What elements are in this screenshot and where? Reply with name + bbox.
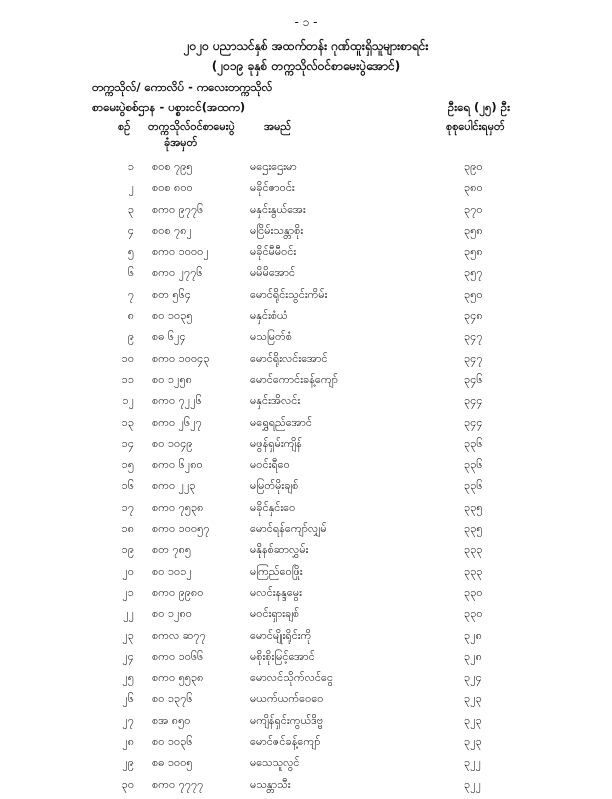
- table-row: [0, 629, 612, 650]
- row-number: ၁၇: [121, 500, 134, 514]
- student-name: မနှင်းနွယ်အေး: [250, 202, 306, 216]
- page-number: - ၁ -: [294, 15, 318, 29]
- student-name: မကြည်ဝေဖြိုး: [250, 564, 303, 578]
- student-name: မခိုင်နှင်းဝေ: [250, 500, 296, 514]
- total-marks: ၃၅၇: [464, 266, 483, 280]
- student-name: မနိုနစ်ဆာလွှမ်း: [250, 543, 309, 557]
- student-name: မဌေးဌေးမာ: [250, 160, 297, 173]
- student-name: မနှင်းအိလင်း: [250, 394, 301, 408]
- row-number: ၂၈: [122, 735, 134, 749]
- total-marks: ၃၂၈: [464, 649, 482, 663]
- table-row: [0, 607, 612, 628]
- student-name: မမိမိအောင်: [250, 266, 296, 280]
- student-name: မမြတ်မိုးချစ်: [250, 479, 299, 493]
- column-header-no: စဉ်: [118, 120, 131, 133]
- row-number: ၈: [127, 309, 134, 323]
- total-marks: ၃၂၃: [464, 735, 482, 749]
- table-row: [0, 203, 612, 224]
- student-name: မောင်မျိုးရိုင်းကို: [250, 628, 312, 642]
- roll-number: စဝစ ၇၉၅: [152, 160, 193, 173]
- row-number: ၂၆: [122, 692, 134, 706]
- row-number: ၂၃: [122, 628, 134, 642]
- total-marks: ၃၇၀: [464, 202, 483, 216]
- total-marks: ၃၄၈: [464, 309, 483, 323]
- row-number: ၁၆: [121, 479, 134, 493]
- row-number: ၂၂: [123, 607, 134, 621]
- table-row: [0, 479, 612, 500]
- table-row: [0, 394, 612, 415]
- row-number: ၉: [127, 330, 134, 344]
- student-name: မဝင်းရီဝေ: [250, 458, 290, 472]
- roll-number: စကလ ဆ၇၇: [152, 628, 206, 642]
- table-row: [0, 309, 612, 330]
- document-subtitle: (၂၀၁၉ ခုနှစ် တက္ကသိုလ်ဝင်စာမေးပွဲအောင်): [211, 59, 401, 73]
- roll-number: စဓ ၁၀၀၅: [152, 756, 193, 770]
- total-count: ဦးရေ (၂၅) ဦး: [447, 100, 510, 114]
- row-number: ၁၀: [121, 351, 134, 365]
- roll-number: စကဝ ၇၇၇၇: [152, 777, 204, 791]
- student-name: မခိုင်မီမီဝင်း: [250, 245, 297, 259]
- roll-number: စကဝ ၁၀၆၆: [152, 649, 204, 663]
- roll-number: စဝစ ၈၀၀: [152, 181, 193, 195]
- total-marks: ၃၄၄: [464, 415, 483, 429]
- row-number: ၂: [128, 181, 134, 195]
- roll-number: စဝ ၁၀၄၉: [152, 436, 193, 450]
- student-name: မလင်းနန္ဒမွေး: [250, 585, 302, 599]
- roll-number: စကဝ ၉၉၈၀: [152, 585, 204, 599]
- row-number: ၂၉: [122, 756, 134, 770]
- table-row: [0, 181, 612, 202]
- table-row: [0, 437, 612, 458]
- total-marks: ၃၂၄: [464, 671, 482, 685]
- roll-number: စဝ ၁၂၈၀: [152, 607, 192, 621]
- table-row: [0, 586, 612, 607]
- total-marks: ၃၉၀: [464, 160, 483, 173]
- table-row: [0, 266, 612, 287]
- student-name: မခိုင်ဇာဝင်း: [250, 181, 295, 195]
- column-header-marks: စုစုပေါင်းရမှတ်: [446, 120, 505, 133]
- roll-number: စဝ ၁၂၅၈: [152, 372, 192, 386]
- table-row: [0, 714, 612, 735]
- roll-number: စကဝ ၁၀၀၄၃: [152, 351, 210, 365]
- total-marks: ၃၈၀: [464, 181, 483, 195]
- roll-number: စကဝ ၁၀၀၅၇: [152, 522, 210, 536]
- roll-number: စဓ ၆၂၄: [152, 330, 186, 344]
- roll-number: စကဝ ၂၂၃: [152, 479, 196, 493]
- total-marks: ၃၃၆: [464, 458, 483, 472]
- row-number: ၂၄: [122, 649, 134, 663]
- table-row: [0, 501, 612, 522]
- student-name: မောင်ဇင်ခန့်ကျော်: [250, 735, 321, 749]
- row-number: ၃: [127, 202, 134, 216]
- row-number: ၁၉: [121, 543, 134, 557]
- total-marks: ၃၃၅: [464, 522, 483, 536]
- document-title: ၂၀၂၀ ပညာသင်နှစ် အထက်တန်း ဂုဏ်ထူးရှိသူများစာရင်း: [183, 39, 429, 53]
- total-marks: ၃၅၀: [464, 287, 483, 301]
- row-number: ၆: [127, 266, 134, 280]
- total-marks: ၃၄၇: [464, 330, 483, 344]
- student-name: မသေသူလွင်: [250, 756, 300, 770]
- table-row: [0, 352, 612, 373]
- table-row: [0, 692, 612, 713]
- row-number: ၁၁: [121, 372, 134, 386]
- roll-number: စအ ၈၅၀: [152, 713, 191, 727]
- row-number: ၄: [127, 223, 134, 237]
- student-name: မယက်ယက်ဝေဝေ: [250, 692, 324, 706]
- roll-number: စတ ၇၈၅: [152, 543, 192, 557]
- student-name: မဝင်းရှားချစ်: [250, 607, 300, 621]
- roll-number: စဝ ၁၀၃၆: [152, 735, 193, 749]
- total-marks: ၃၂၂: [464, 756, 481, 770]
- table-row: [0, 416, 612, 437]
- table-row: [0, 458, 612, 479]
- total-marks: ၃၄၆: [464, 372, 483, 386]
- roll-number: စဝစ ၇၈၂: [152, 223, 192, 237]
- total-marks: ၃၃၅: [464, 500, 483, 514]
- table-row: [0, 650, 612, 671]
- total-marks: ၃၂၈: [464, 628, 482, 642]
- total-marks: ၃၃၃: [464, 543, 483, 557]
- roll-number: စကဝ ၆၂၈၀: [152, 458, 203, 472]
- total-marks: ၃၂၃: [464, 713, 482, 727]
- total-marks: ၃၄၄: [464, 394, 483, 408]
- total-marks: ၃၄၇: [464, 351, 483, 365]
- roll-number: စကဝ ၇၅၃၈: [152, 500, 204, 514]
- university-label: တက္ကသိုလ်/ ကောလိပ် - ကလေးတက္ကသိုလ်: [92, 80, 273, 94]
- student-name: မဖွန်ရှမ်းကျိန်: [250, 436, 302, 450]
- student-name: မောင်ရိုးလင်းအောင်: [250, 351, 328, 365]
- table-row: [0, 330, 612, 351]
- table-row: [0, 778, 612, 799]
- total-marks: ၃၅၈: [464, 223, 483, 237]
- results-table: [0, 160, 612, 799]
- table-row: [0, 543, 612, 564]
- student-name: မောင်ရန်ကျော်လျှမ်: [250, 522, 327, 536]
- row-number: ၁၂: [122, 394, 134, 408]
- row-number: ၁၄: [121, 436, 134, 450]
- table-row: [0, 735, 612, 756]
- roll-number: စကဝ ၂၆၂၇: [152, 415, 202, 429]
- row-number: ၁၈: [121, 522, 134, 536]
- row-number: ၁၅: [121, 458, 134, 472]
- table-row: [0, 522, 612, 543]
- table-row: [0, 671, 612, 692]
- roll-number: စတ ၅၆၄: [152, 287, 191, 301]
- student-name: မကျိန်ရှင်းကွယ်ဒိဗ္ဗ: [250, 713, 324, 727]
- row-number: ၃၀: [121, 777, 134, 791]
- row-number: ၁: [127, 160, 134, 173]
- total-marks: ၃၂၂: [464, 777, 481, 791]
- student-name: မငြိမ်းသန္တာစိုး: [250, 223, 304, 237]
- total-marks: ၃၃၃: [464, 564, 483, 578]
- student-name: မနှင်းစံယံ: [250, 309, 288, 323]
- row-number: ၇: [127, 287, 134, 301]
- roll-number: စဝ ၁၀၃၅: [152, 309, 193, 323]
- total-marks: ၃၃၆: [464, 436, 483, 450]
- row-number: ၂၁: [122, 585, 134, 599]
- student-name: မောင်ကောင်းခန့်ကျော်: [250, 372, 338, 386]
- table-row: [0, 245, 612, 266]
- student-name: မစိုးစိုးမြင့်အောင်: [250, 649, 315, 663]
- student-name: မသန္တာသီး: [250, 777, 291, 791]
- roll-number: စကဝ ၇၂၂၆: [152, 394, 202, 408]
- row-number: ၁၃: [121, 415, 134, 429]
- student-name: မောင်ရိုင်းသွင်းကိမ်း: [250, 287, 328, 301]
- roll-number: စဝ ၁၀၁၂: [152, 564, 192, 578]
- table-row: [0, 224, 612, 245]
- row-number: ၅: [127, 245, 134, 259]
- student-name: မရွှေရည်အောင်: [250, 415, 313, 429]
- table-row: [0, 565, 612, 586]
- row-number: ၂၀: [122, 564, 134, 578]
- total-marks: ၃၅၈: [464, 245, 483, 259]
- table-row: [0, 756, 612, 777]
- student-name: မောလင်သိုက်လင်ငွေ: [250, 671, 334, 685]
- total-marks: ၃၃၆: [464, 479, 483, 493]
- student-name: မသမြတ်စံ: [250, 330, 292, 344]
- column-header-roll-sub: ခုံအမှတ်: [164, 136, 198, 149]
- row-number: ၂၇: [122, 713, 134, 727]
- table-row: [0, 373, 612, 394]
- total-marks: ၃၃၀: [464, 585, 483, 599]
- exam-center-label: စာမေးပွဲစစ်ဌာန - ပစ္စားငင်(အထက): [92, 100, 246, 114]
- roll-number: စကဝ ၅၅၃၈: [152, 671, 204, 685]
- roll-number: စကဝ ၂၇၇၆: [152, 266, 203, 280]
- total-marks: ၃၃၀: [464, 607, 483, 621]
- total-marks: ၃၂၃: [464, 692, 482, 706]
- roll-number: စကဝ ၉၇၇၆: [152, 202, 204, 216]
- row-number: ၂၅: [122, 671, 134, 685]
- roll-number: စကဝ ၁၀၀၀၂: [152, 245, 209, 259]
- column-header-roll: တက္ကသိုလ်ဝင်စာမေးပွဲ: [148, 120, 235, 133]
- table-row: [0, 160, 612, 181]
- roll-number: စဝ ၁၃၇၆: [152, 692, 193, 706]
- column-header-name: အမည်: [264, 120, 292, 133]
- table-row: [0, 288, 612, 309]
